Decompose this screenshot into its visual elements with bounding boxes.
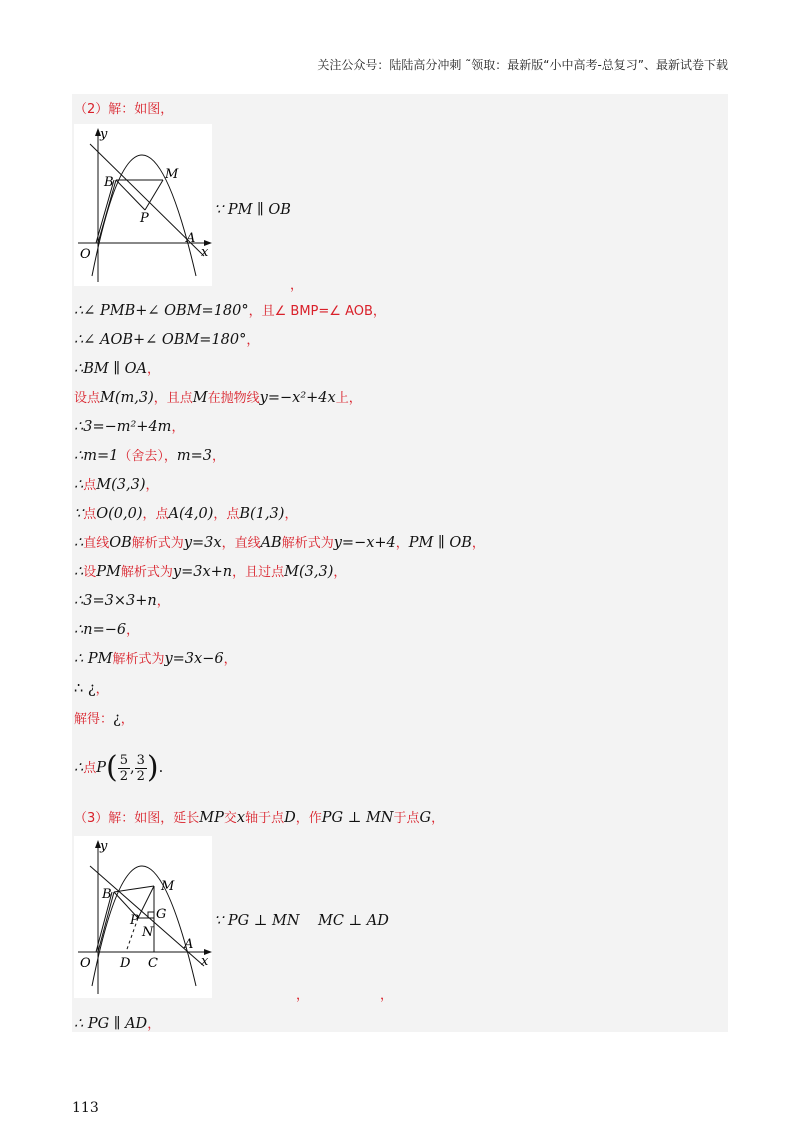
line-16-math-b: P xyxy=(96,760,107,776)
line-9-text-d: 解析式为 xyxy=(281,536,334,551)
line-9 xyxy=(74,533,485,554)
label-G: G xyxy=(156,907,167,922)
line-15 xyxy=(74,709,134,730)
line-12 xyxy=(74,620,139,641)
part3-heading-c: 轴于点 xyxy=(245,811,285,826)
part3-heading-a: （3）解：如图，延长 xyxy=(74,811,200,826)
fraction-3-2 xyxy=(135,753,147,784)
line-16-math-a: ∴ xyxy=(74,760,84,776)
last-line-math: ∴ PG ∥ AD xyxy=(74,1016,148,1032)
stray-comma: ， xyxy=(290,278,304,293)
part3-heading-m2: x xyxy=(236,810,246,826)
label-x: x xyxy=(201,954,209,969)
line-13-math-b: y=3x−6 xyxy=(164,651,224,667)
line-8-math-c: A(4,0) xyxy=(168,506,214,522)
line-15-math: ¿ xyxy=(113,711,121,727)
part3-heading-m4: PG ⊥ MN xyxy=(321,810,394,826)
line-2-math: ∴∠ AOB+∠ OBM=180° xyxy=(74,332,247,348)
line-13-math-a: ∴ PM xyxy=(74,651,113,667)
line-13 xyxy=(74,649,237,670)
line-9-math-f: PM ∥ OB xyxy=(408,535,472,551)
line-4-math-b: M xyxy=(192,390,208,406)
line-10 xyxy=(74,562,346,583)
page-header: 关注公众号：陆陆高分冲刺 ˜领取：最新版“小中高考-总复习”、最新试卷下载 xyxy=(317,58,728,72)
line-10-text-b: 解析式为 xyxy=(120,565,173,580)
label-A: A xyxy=(186,231,196,246)
line-5-math: ∴3=−m²+4m xyxy=(74,419,172,435)
because-pm-parallel-ob: ∵ PM ∥ OB xyxy=(214,202,291,218)
line-1 xyxy=(74,301,386,322)
line-10-text-a: 设 xyxy=(83,565,97,580)
part3-heading-d: ，作 xyxy=(295,811,322,826)
line-16-text-a: 点 xyxy=(83,761,97,776)
part2-heading: （2）解：如图， xyxy=(74,102,174,117)
line-7-text-b: ， xyxy=(145,478,159,493)
line-9-text-c: ，直线 xyxy=(221,536,261,551)
label-M: M xyxy=(161,879,175,894)
figure-parabola-1 xyxy=(74,124,212,286)
last-line xyxy=(74,1014,160,1035)
line-8-math-b: O(0,0) xyxy=(96,506,143,522)
line-3 xyxy=(74,359,160,380)
line-6-math-a: ∴m=1 xyxy=(74,448,119,464)
line-8 xyxy=(74,504,297,525)
line-8-text-c: ，点 xyxy=(213,507,240,522)
line-10-math-d: M(3,3) xyxy=(284,564,334,580)
line-12-text: ， xyxy=(126,623,140,638)
line-9-math-c: y=3x xyxy=(183,535,222,551)
label-y: y xyxy=(100,127,108,142)
line-9-text-e: ， xyxy=(395,536,409,551)
line-5-text: ， xyxy=(171,420,185,435)
line-3-text: ， xyxy=(147,362,161,377)
line-7-math-b: M(3,3) xyxy=(96,477,146,493)
part3-heading-f: ， xyxy=(431,811,445,826)
label-P: P xyxy=(140,211,149,226)
label-B: B xyxy=(102,887,112,902)
line-7-text-a: 点 xyxy=(83,478,97,493)
stray-comma-2: ， xyxy=(380,988,394,1003)
line-2 xyxy=(74,330,259,351)
line-10-math-a: ∴ xyxy=(74,564,84,580)
line-4-text-c: 在抛物线 xyxy=(207,391,260,406)
line-9-text-f: ， xyxy=(471,536,485,551)
line-5 xyxy=(74,417,184,438)
figure-1-svg xyxy=(74,124,212,286)
line-1-text: ，且∠ BMP=∠ AOB， xyxy=(248,304,386,319)
line-8-math-d: B(1,3) xyxy=(239,506,285,522)
page-number: 113 xyxy=(72,1100,99,1116)
right-paren: ) xyxy=(146,750,159,785)
part3-heading-e: 于点 xyxy=(393,811,420,826)
label-B: B xyxy=(104,175,114,190)
line-9-text-b: 解析式为 xyxy=(131,536,184,551)
line-7 xyxy=(74,475,159,496)
line-10-text-c: ，且过点 xyxy=(232,565,285,580)
line-2-text: ， xyxy=(246,333,260,348)
line-8-text-d: ， xyxy=(284,507,298,522)
line-15-text: 解得： xyxy=(74,712,114,727)
line-4-text-b: ，且点 xyxy=(153,391,193,406)
part3-heading-m5: G xyxy=(419,810,432,826)
line-4-text-d: 上， xyxy=(335,391,362,406)
coordinate-comma: , xyxy=(130,760,135,776)
line-4-math-c: y=−x²+4x xyxy=(259,390,336,406)
part3-heading-m3: D xyxy=(284,810,296,826)
line-8-text-a: 点 xyxy=(83,507,97,522)
left-paren: ( xyxy=(106,750,118,785)
label-A: A xyxy=(184,937,194,952)
label-P: P xyxy=(130,913,139,928)
part3-heading-b: 交 xyxy=(223,811,237,826)
line-6-math-b: m=3 xyxy=(176,448,212,464)
fraction-2-numerator: 3 xyxy=(136,752,145,768)
line-1-math: ∴∠ PMB+∠ OBM=180° xyxy=(74,303,249,319)
because-perpendiculars: ∵ PG ⊥ MN MC ⊥ AD xyxy=(214,913,389,929)
label-D: D xyxy=(120,956,131,971)
line-14-math: ∴ ¿ xyxy=(74,681,96,697)
segment-MP xyxy=(145,180,163,210)
label-y: y xyxy=(100,839,108,854)
line-14 xyxy=(74,679,109,700)
part3-heading xyxy=(74,808,444,829)
label-M: M xyxy=(165,167,179,182)
line-8-math-a: ∵ xyxy=(74,506,84,522)
line-6-text-b: ， xyxy=(212,449,226,464)
line-4-math-a: M(m,3) xyxy=(100,390,154,406)
line-10-math-c: y=3x+n xyxy=(172,564,233,580)
fraction-1-numerator: 5 xyxy=(119,752,129,768)
line-10-text-d: ， xyxy=(333,565,347,580)
line-15-text-b: ， xyxy=(120,712,134,727)
line-10-math-b: PM xyxy=(96,564,121,580)
fraction-1-denominator: 2 xyxy=(119,768,129,784)
segment-MP xyxy=(138,886,154,918)
line-8-text-b: ，点 xyxy=(142,507,169,522)
line-13-text-b: ， xyxy=(223,652,237,667)
line-12-math: ∴n=−6 xyxy=(74,622,127,638)
segment-BP xyxy=(116,180,145,210)
fraction-5-2 xyxy=(118,753,130,784)
line-11-text: ， xyxy=(156,594,170,609)
label-C: C xyxy=(148,956,158,971)
line-6-text-a: （舍去）， xyxy=(118,449,177,464)
label-O: O xyxy=(80,247,91,262)
line-4 xyxy=(74,388,362,409)
label-x: x xyxy=(201,245,209,260)
stray-comma-1: ， xyxy=(296,988,310,1003)
line-13-text-a: 解析式为 xyxy=(112,652,165,667)
line-3-math: ∴BM ∥ OA xyxy=(74,361,148,377)
line-9-math-d: AB xyxy=(260,535,282,551)
line-9-math-b: OB xyxy=(109,535,132,551)
line-9-text-a: 直线 xyxy=(83,536,110,551)
last-line-text: ， xyxy=(147,1017,161,1032)
line-14-text: ， xyxy=(95,682,109,697)
line-9-math-e: y=−x+4 xyxy=(333,535,396,551)
label-O: O xyxy=(80,956,91,971)
fraction-2-denominator: 2 xyxy=(136,768,145,784)
line-16-end: . xyxy=(158,760,164,776)
part3-heading-m1: MP xyxy=(199,810,224,826)
line-7-math-a: ∴ xyxy=(74,477,84,493)
line-9-math-a: ∴ xyxy=(74,535,84,551)
line-11 xyxy=(74,591,170,612)
line-11-math: ∴3=3×3+n xyxy=(74,593,157,609)
line-4-text-a: 设点 xyxy=(74,391,101,406)
figure-parabola-2 xyxy=(74,836,212,998)
line-6 xyxy=(74,446,225,467)
line-16 xyxy=(74,748,163,789)
figure-2-svg xyxy=(74,836,212,998)
label-N: N xyxy=(142,925,154,940)
